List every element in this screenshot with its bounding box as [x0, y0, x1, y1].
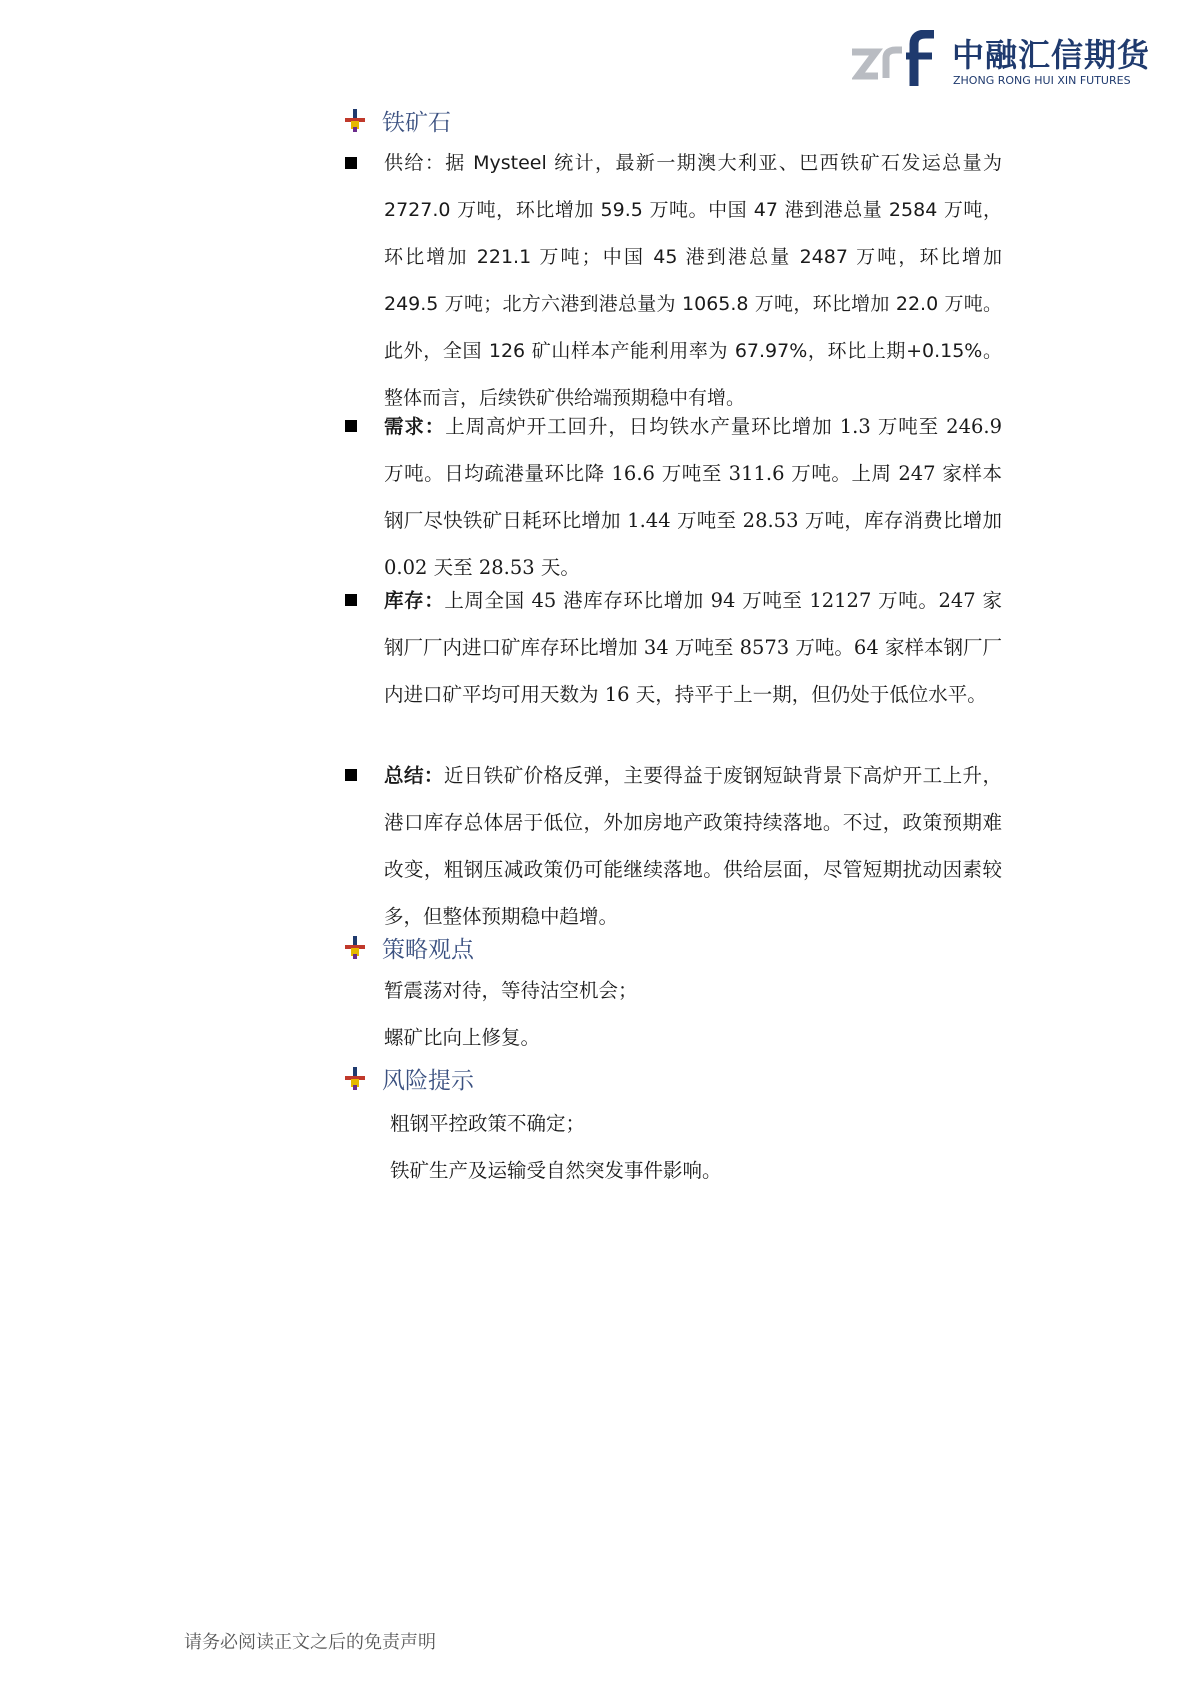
section-title: 风险提示 — [382, 1067, 474, 1094]
section-risk-heading — [342, 1060, 474, 1096]
inventory-label: 库存： — [384, 589, 445, 612]
square-bullet-icon — [345, 594, 357, 606]
inventory-text: 上周全国 45 港库存环比增加 94 万吨至 12127 万吨。247 家钢厂厂内进口矿库存环比增加 34 万吨至 8573 万吨。64 家样本钢厂厂内进口矿平均可用天数为 16 天，持平于上一期，但仍处于低位水平。 — [384, 589, 1002, 706]
section-iron-ore-heading — [342, 102, 451, 138]
logo-chinese-name: 中融汇信期货 — [952, 36, 1151, 74]
risk-line-1: 粗钢平控政策不确定； — [390, 1112, 586, 1135]
section-bullet-icon — [342, 107, 368, 133]
summary-text: 近日铁矿价格反弹，主要得益于废钢短缺背景下高炉开工上升，港口库存总体居于低位，外加房地产政策持续落地。不过，政策预期难改变，粗钢压减政策仍可能继续落地。供给层面，尽管短期扰动因素较多，但整体预期稳中趋增。 — [384, 764, 1002, 928]
summary-label: 总结： — [384, 764, 444, 787]
square-bullet-icon — [345, 769, 357, 781]
section-strategy-heading — [342, 929, 474, 965]
square-bullet-icon — [345, 420, 357, 432]
strategy-line-1: 暂震荡对待，等待沽空机会； — [384, 979, 638, 1002]
logo-english-name: ZHONG RONG HUI XIN FUTURES — [953, 74, 1131, 87]
section-bullet-icon — [342, 1065, 368, 1091]
square-bullet-icon — [345, 157, 357, 169]
strategy-line-2: 螺矿比向上修复。 — [384, 1026, 541, 1049]
demand-paragraph — [384, 403, 1002, 591]
demand-label: 需求： — [384, 415, 446, 438]
section-title: 策略观点 — [382, 936, 474, 963]
company-logo — [852, 28, 1151, 90]
footer-disclaimer: 请务必阅读正文之后的免责声明 — [184, 1632, 436, 1653]
risk-line-2: 铁矿生产及运输受自然突发事件影响。 — [390, 1159, 722, 1182]
demand-text: 上周高炉开工回升，日均铁水产量环比增加 1.3 万吨至 246.9 万吨。日均疏港量环比降 16.6 万吨至 311.6 万吨。上周 247 家样本钢厂尽快铁矿日耗环比增加 1.44 万吨至 28.53 万吨，库存消费比增加 0.02 天至 28.53 天。 — [384, 415, 1002, 579]
supply-paragraph: 供给：据 Mysteel 统计，最新一期澳大利亚、巴西铁矿石发运总量为 2727.0 万吨，环比增加 59.5 万吨。中国 47 港到港总量 2584 万吨，环比增加 221.1 万吨；中国 45 港到港总量 2487 万吨，环比增加 249.5 万吨；北方六港到港总量为 1065.8 万吨，环比增加 22.0 万吨。此外，全国 126 矿山样本产能利用率为 67.97%，环比上期+0.15%。整体而言，后续铁矿供给端预期稳中有增。 — [384, 152, 1002, 409]
zrf-logo-icon — [852, 30, 948, 88]
section-title: 铁矿石 — [382, 109, 451, 136]
summary-paragraph — [384, 752, 1002, 940]
section-bullet-icon — [342, 934, 368, 960]
inventory-paragraph — [384, 577, 1002, 718]
